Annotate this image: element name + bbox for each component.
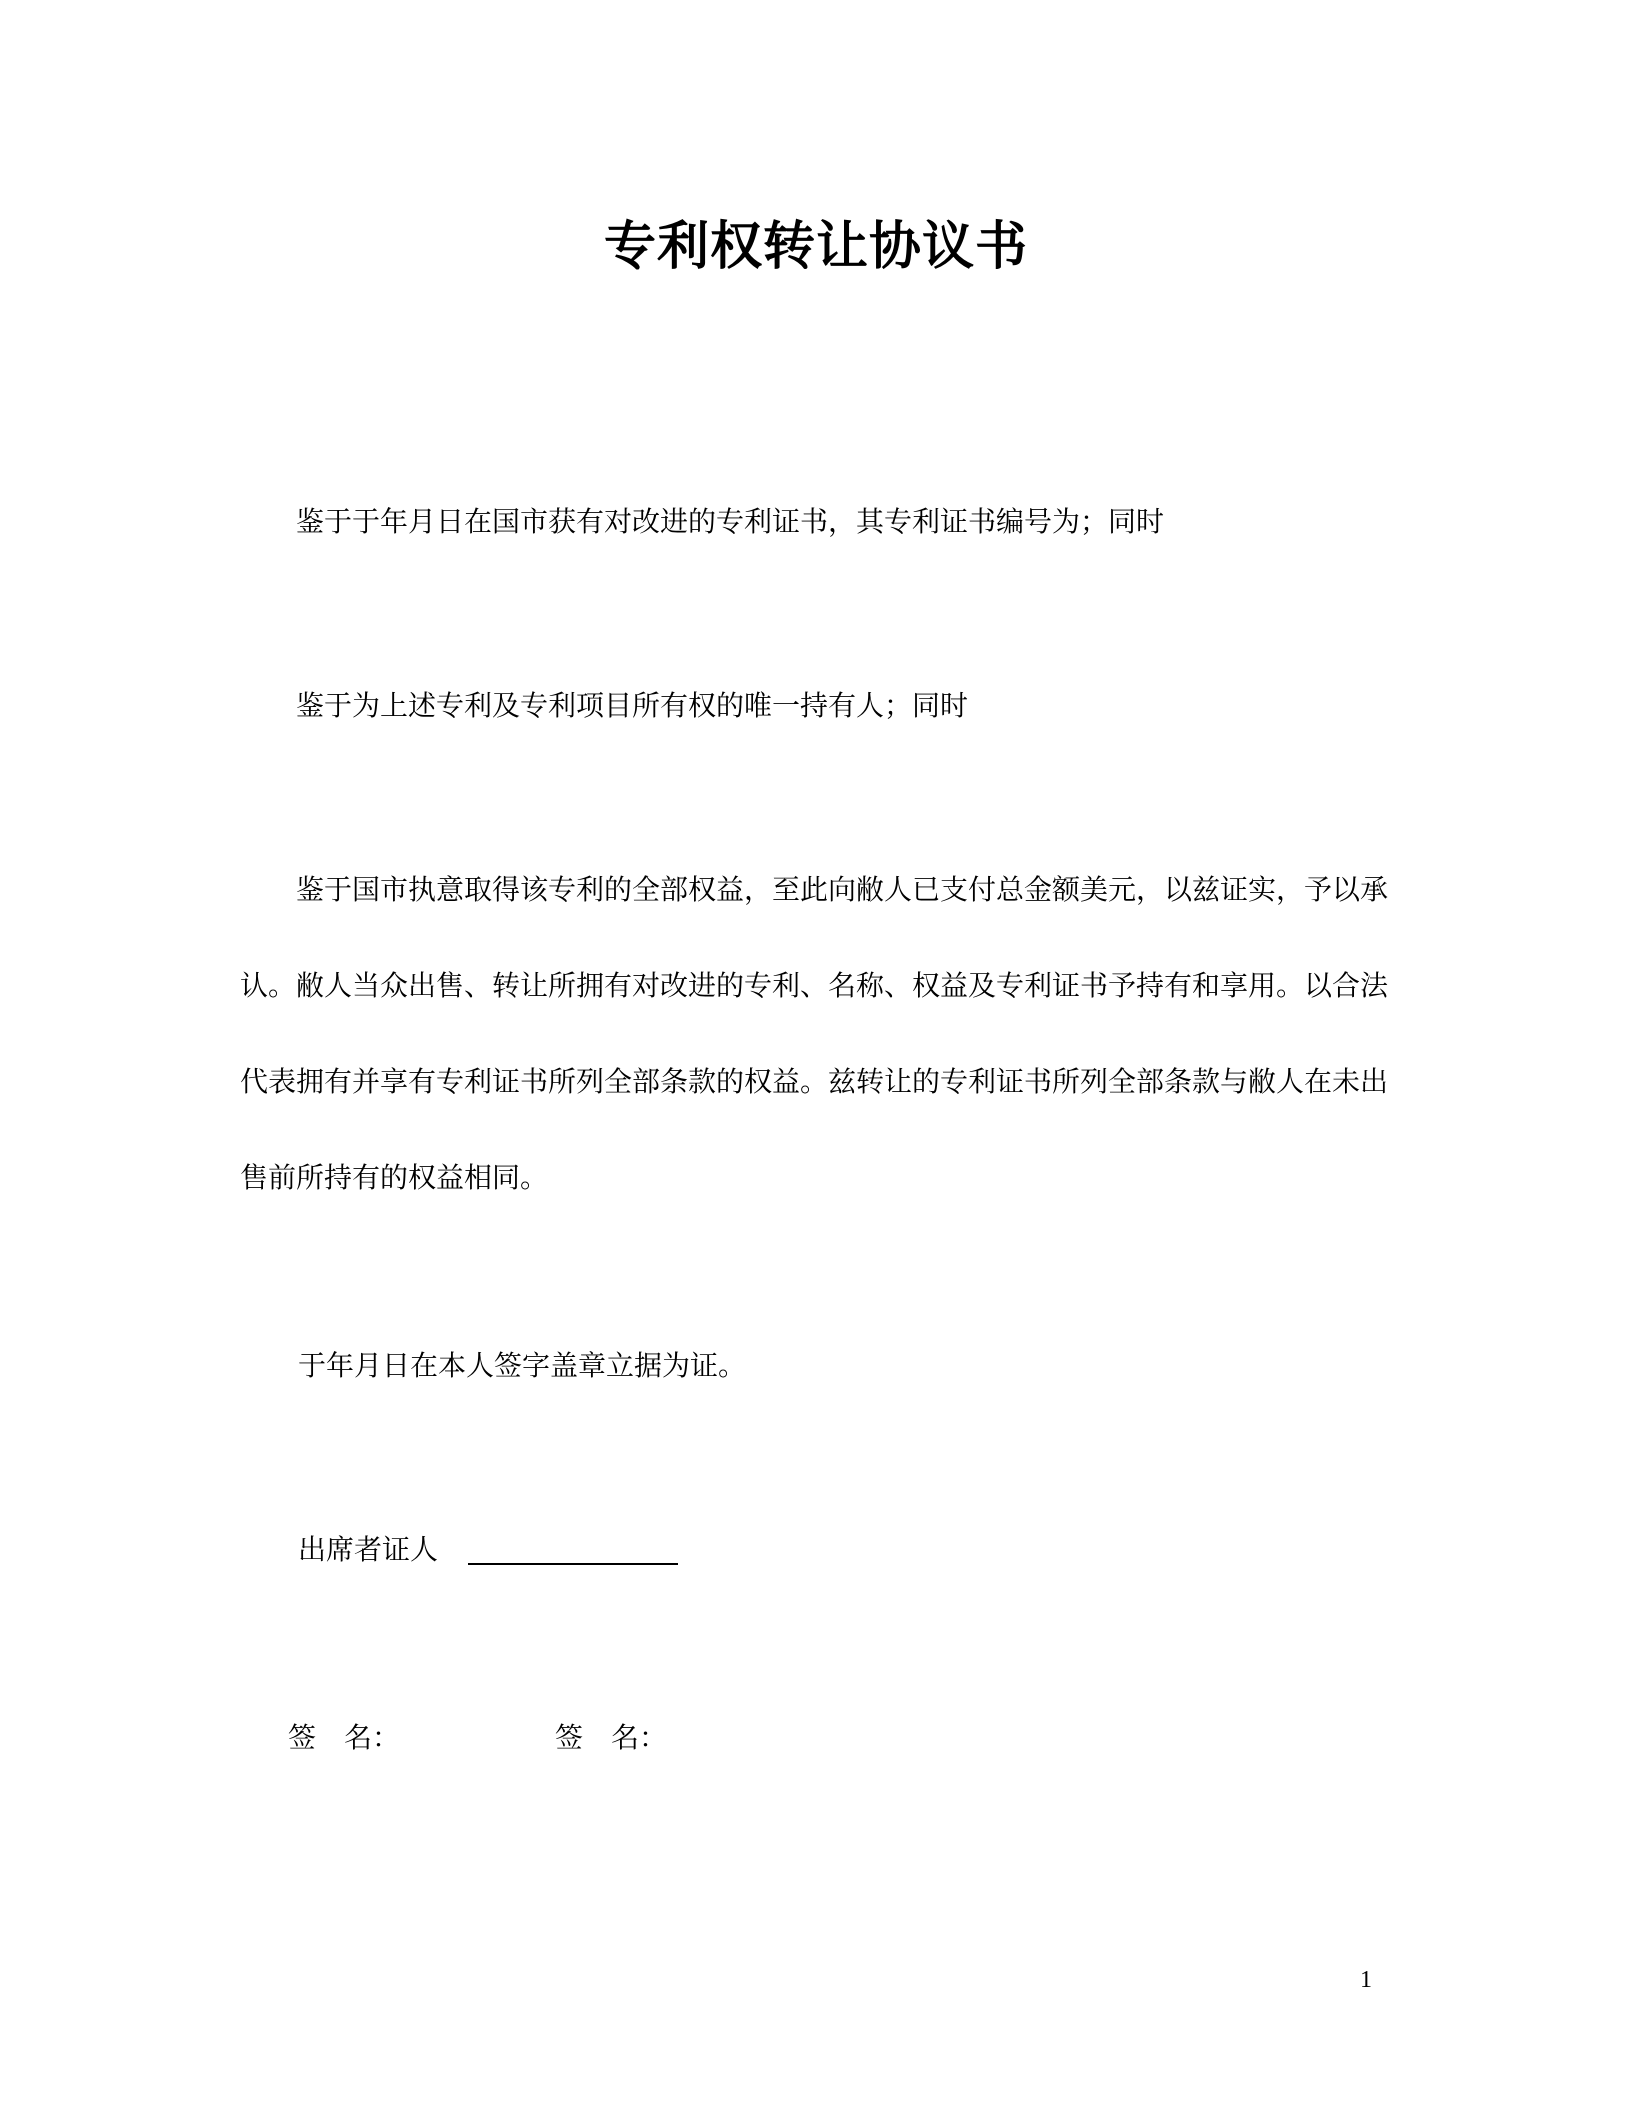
paragraph-4-text: 于年月日在本人签字盖章立据为证。 [298,1349,747,1382]
document-title: 专利权转让协议书 [603,217,1028,277]
witness-row [298,1520,678,1580]
page-number: 1 [1360,1967,1372,1993]
paragraph-3 [240,842,1390,1226]
paragraph-1 [240,474,1390,570]
paragraph-1-text: 鉴于于年月日在国市获有对改进的专利证书，其专利证书编号为；同时 [296,505,1165,538]
witness-label: 出席者证人 [298,1533,439,1566]
paragraph-2 [240,658,1390,754]
paragraph-4 [298,1318,1298,1414]
signature-label-1: 签 名： [288,1721,401,1754]
witness-signature-line [468,1563,678,1565]
signature-label-2: 签 名： [555,1721,668,1754]
paragraph-2-text: 鉴于为上述专利及专利项目所有权的唯一持有人；同时 [296,689,969,722]
paragraph-3-text: 鉴于国市执意取得该专利的全部权益，至此向敝人已支付总金额美元，以兹证实，予以承认。敝人当众出售、转让所拥有对改进的专利、名称、权益及专利证书予持有和享用。以合法代表拥有并享有专利证书所列全部条款的权益。兹转让的专利证书所列全部条款与敝人在未出售前所持有的权益相同。 [240,873,1389,1194]
